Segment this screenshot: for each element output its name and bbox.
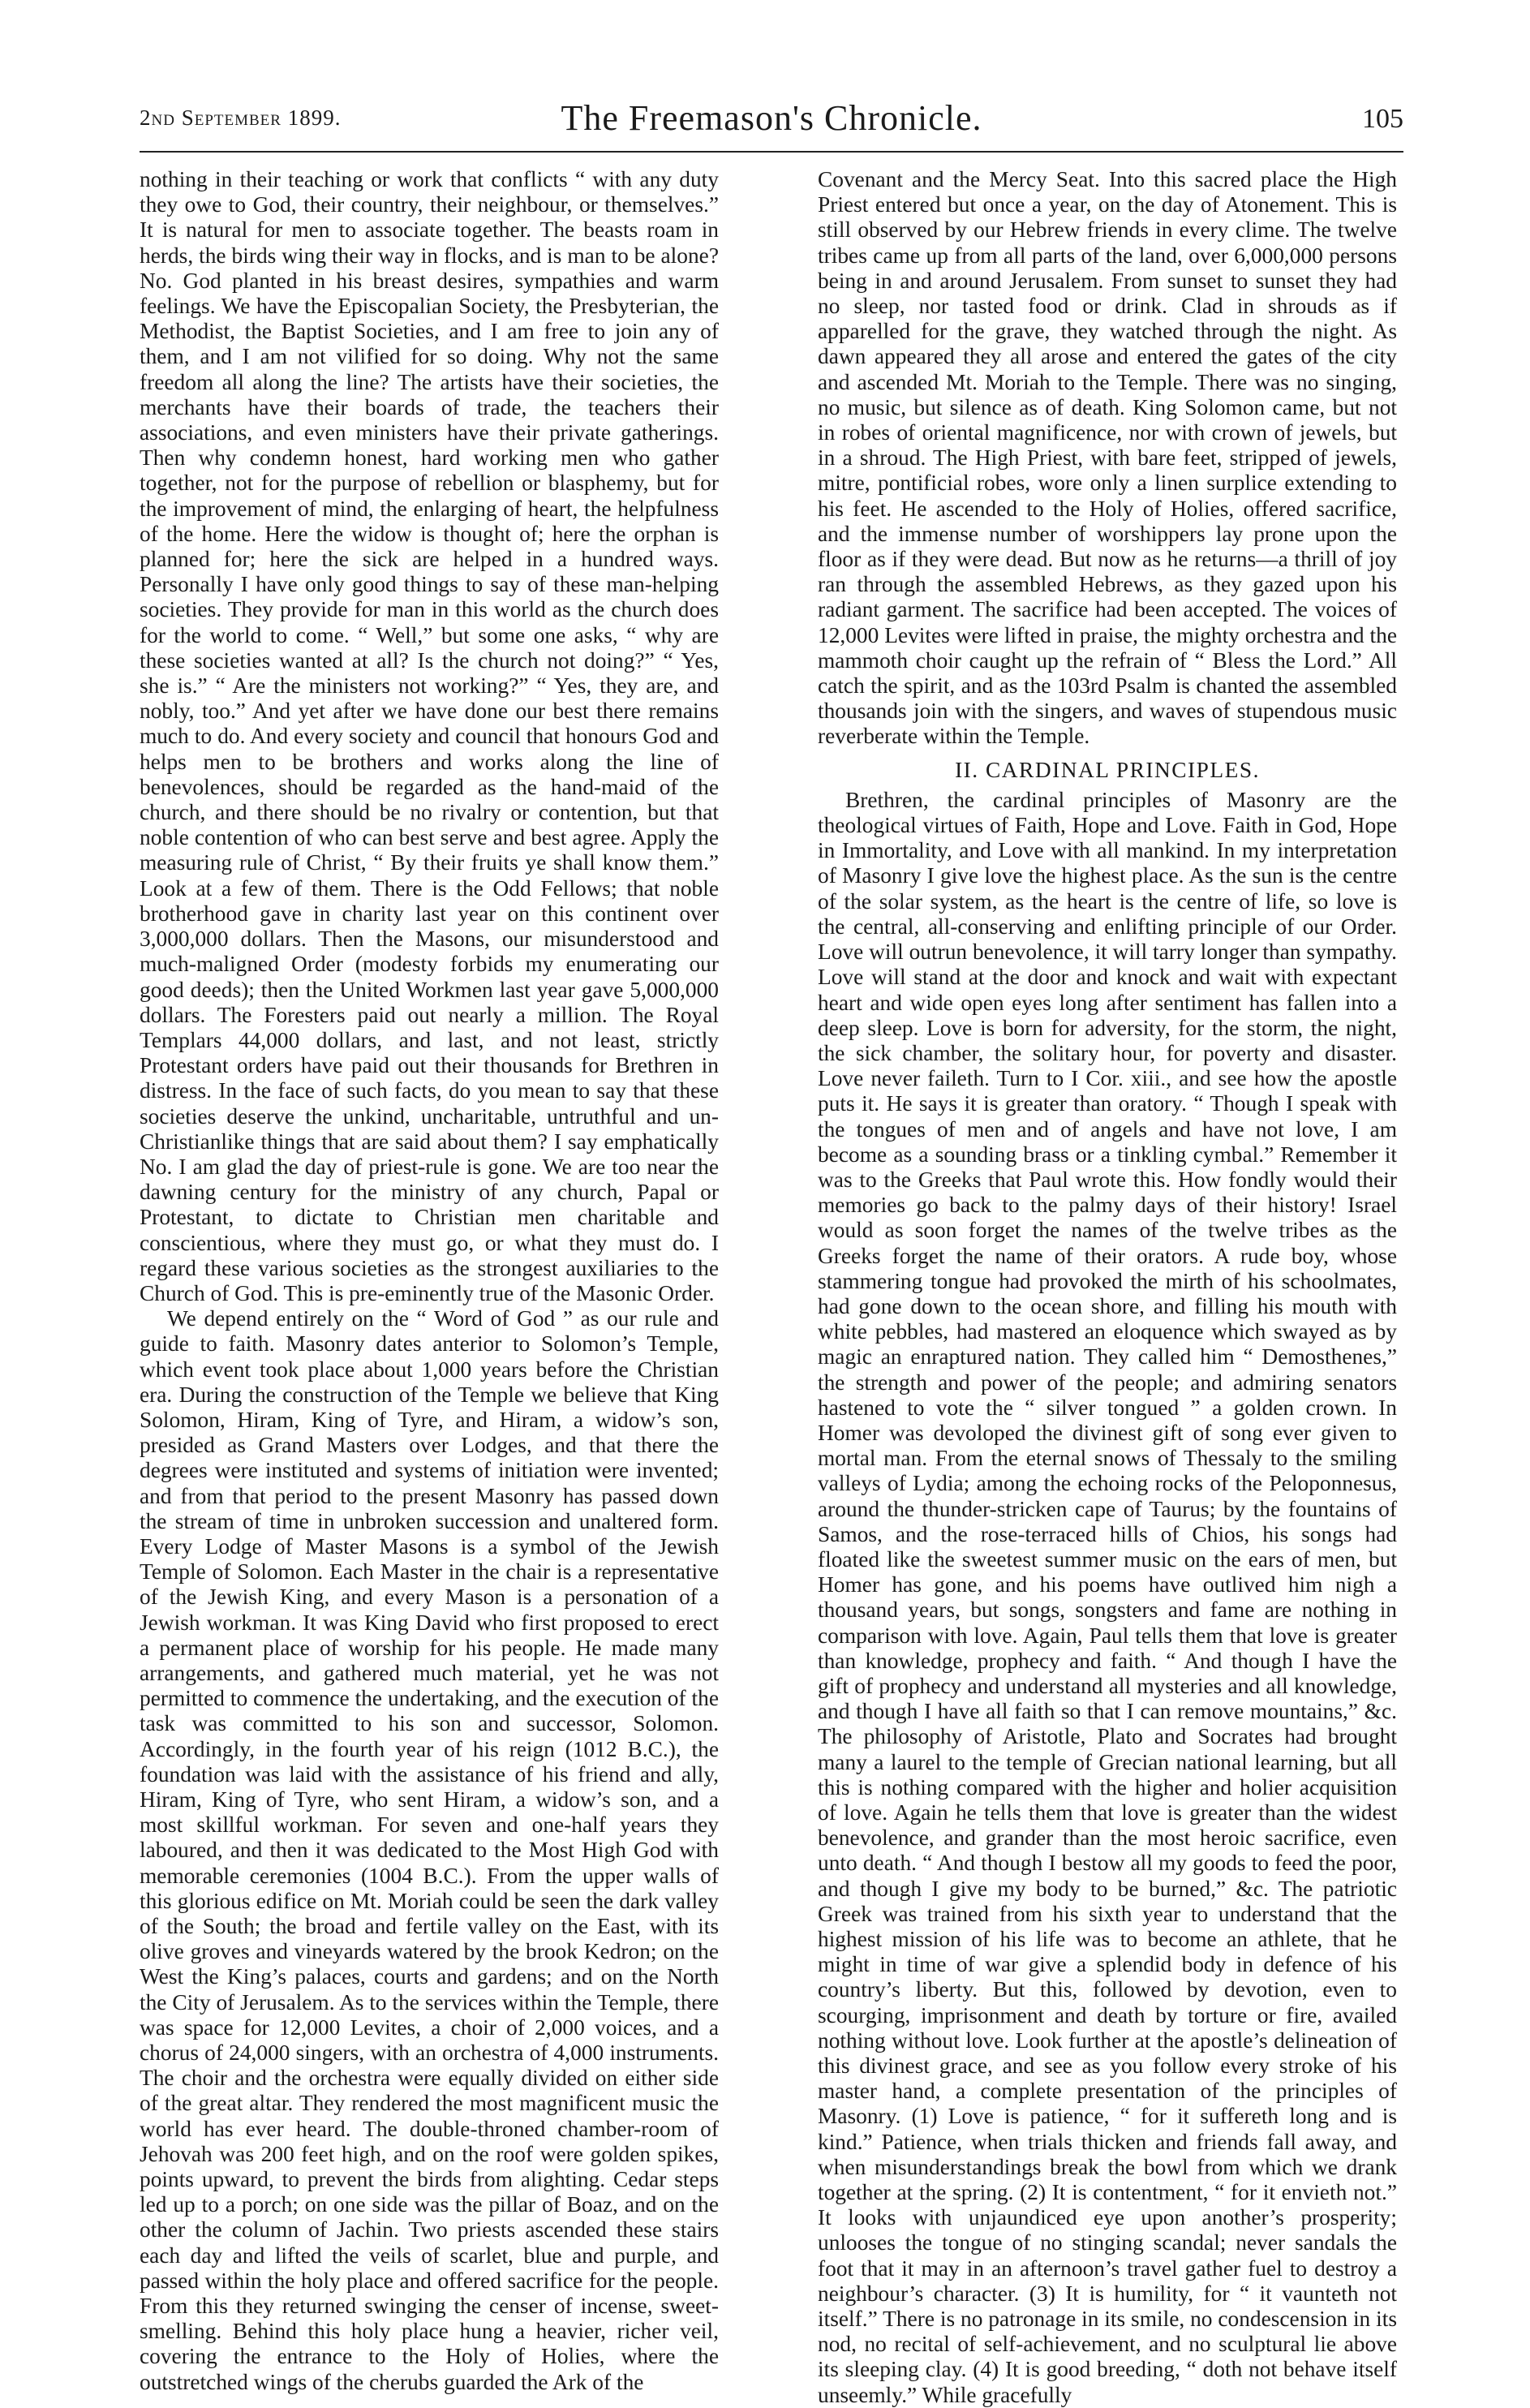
page-header	[140, 97, 1403, 144]
right-column	[818, 167, 1397, 2408]
left-paragraph-1: nothing in their teaching or work that conflicts “ with any duty they owe to God, their country, their neighbour, or themselves.” It is natural for men to associate together. The beasts roam in herds, the birds wing their way in flocks, and is man to be alone? No. God planted in his breast desires, sympathies and warm feelings. We have the Episcopalian Society, the Presbyterian, the Methodist, the Baptist Societies, and I am free to join any of them, and I am not vilified for so doing. Why not the same freedom all along the line? The artists have their societies, the merchants have their boards of trade, the teachers their associations, and even ministers have their private gatherings. Then why condemn honest, hard working men who gather together, not for the purpose of rebellion or blasphemy, but for the improvement of mind, the enlarging of heart, the helpfulness of the home. Here the widow is thought of; here the orphan is planned for; here the sick are helped in a hundred ways. Personally I have only good things to say of these man-helping societies. They provide for man in this world as the church does for the world to come. “ Well,” but some one asks, “ why are these societies wanted at all? Is the church not doing?” “ Yes, she is.” “ Are the ministers not working?” “ Yes, they are, and nobly, too.” And yet after we have done our best there remains much to do. And every society and council that honours God and helps men to be brothers and works along the line of benevolences, should be regarded as the hand-maid of the church, and there should be no rivalry or contention, but that noble contention of who can best serve and best agree. Apply the measuring rule of Christ, “ By their fruits ye shall know them.” Look at a few of them. There is the Odd Fellows; that noble brotherhood gave in charity last year on this continent over 3,000,000 dollars. Then the Masons, our misunderstood and much-maligned Order (modesty forbids my enumerating our good deeds); then the United Workmen last year gave 5,000,000 dollars. The Foresters paid out nearly a million. The Royal Templars 44,000 dollars, and last, and not least, strictly Protestant orders have paid out their thousands for Brethren in distress. In the face of such facts, do you mean to say that these societies deserve the unkind, uncharitable, untruthful and un-Christianlike things that are said about them? I say emphatically No. I am glad the day of priest-rule is gone. We are too near the dawning century for the ministry of any church, Papal or Protestant, to dictate to Christian men charitable and conscientious, where they must go, or what they must do. I regard these various societies as the strongest auxiliaries to the Church of God. This is pre-eminently true of the Masonic Order.	[140, 167, 719, 1305]
page-number: 105	[1362, 104, 1403, 134]
section-heading: II. CARDINAL PRINCIPLES.	[955, 757, 1260, 782]
right-paragraph-1: Covenant and the Mercy Seat. Into this sacred place the High Priest entered but once a year, on the day of Atonement. This is still observed by our Hebrew friends in every clime. The twelve tribes came up from all parts of the land, over 6,000,000 persons being in and around Jerusalem. From sunset to sunset they had no sleep, nor tasted food or drink. Clad in shrouds as if apparelled for the grave, they watched through the night. As dawn appeared they all arose and entered the gates of the city and ascended Mt. Moriah to the Temple. There was no singing, no music, but silence as of death. King Solomon came, but not in robes of oriental magnificence, nor with crown of jewels, but in a shroud. The High Priest, with bare feet, stripped of jewels, mitre, pontificial robes, wore only a linen surplice extending to his feet. He ascended to the Holy of Holies, offered sacrifice, and the immense number of worshippers lay prone upon the floor as if they were dead. But now as he returns—a thrill of joy ran through the assembled Hebrews, as they gazed upon his radiant garment. The sacrifice had been accepted. The voices of 12,000 Levites were lifted in praise, the mighty orchestra and the mammoth choir caught up the refrain of “ Bless the Lord.” All catch the spirit, and as the 103rd Psalm is chanted the assembled thousands join with the singers, and waves of stupendous music reverberate within the Temple.	[818, 167, 1397, 749]
masthead-title: The Freemason's Chronicle.	[561, 98, 982, 138]
right-paragraph-2: Brethren, the cardinal principles of Masonry are the theological virtues of Faith, Hope and Love. Faith in God, Hope in Immortality, and Love with all mankind. In my interpretation of Masonry I give love the highest place. As the sun is the centre of the solar system, as the heart is the centre of life, so love is the central, all-conserving and enlifting principle of our Order. Love will outrun benevolence, it will tarry longer than sympathy. Love will stand at the door and knock and wait with expectant heart and wide open eyes long after sentiment has fallen into a deep sleep. Love is born for adversity, for the storm, the night, the sick chamber, the solitary hour, for poverty and disaster. Love never faileth. Turn to I Cor. xiii., and see how the apostle puts it. He says it is greater than oratory. “ Though I speak with the tongues of men and of angels and have not love, I am become as a sounding brass or a tinkling cymbal.” Remember it was to the Greeks that Paul wrote this. How fondly would their memories go back to the palmy days of their history! Israel would as soon forget the names of the twelve tribes as the Greeks forget the name of their orators. A rude boy, whose stammering tongue had provoked the mirth of his schoolmates, had gone down to the ocean shore, and filling his mouth with white pebbles, had mastered an eloquence which swayed as by magic an enraptured nation. They called him “ Demosthenes,” the strength and power of the people; and admiring senators hastened to vote the “ silver tongued ” a golden crown. In Homer was devoloped the divinest gift of song ever given to mortal man. From the eternal snows of Thessaly to the smiling valleys of Lydia; among the echoing rocks of the Peloponnesus, around the thunder-stricken cape of Taurus; by the fountains of Samos, and the rose-terraced hills of Chios, his songs had floated like the sweetest summer music on the ears of men, but Homer has gone, and his poems have outlived him nigh a thousand years, but songs, songsters and fame are nothing in comparison with love. Again, Paul tells them that love is greater than knowledge, prophecy and faith. “ And though I have the gift of prophecy and understand all mysteries and all knowledge, and though I have all faith so that I can remove mountains,” &c. The philosophy of Aristotle, Plato and Socrates had brought many a laurel to the temple of Grecian national learning, but all this is nothing compared with the higher and holier acquisition of love. Again he tells them that love is greater than the widest benevolence, and grander than the most heroic sacrifice, even unto death. “ And though I bestow all my goods to feed the poor, and though I give my body to be burned,” &c. The patriotic Greek was trained from his sixth year to understand that the highest mission of his life was to become an athlete, that he might in time of war give a splendid body in defence of his country’s liberty. But this, followed by devotion, even to scourging, imprisonment and death by torture or fire, availed nothing without love. Look further at the apostle’s delineation of this divinest grace, and see as you follow every stroke of his master hand, a complete presentation of the principles of Masonry. (1) Love is patience, “ for it suffereth long and is kind.” Patience, when trials thicken and friends fall away, and when misunderstandings break the bowl from which we drank together at the spring. (2) It is contentment, “ for it envieth not.” It looks with unjaundiced eye upon another’s prosperity; unlooses the tongue of no stinging scandal; never sandals the foot that it may in an afternoon’s travel gather fuel to destroy a neighbour’s character. (3) It is humility, for “ it vaunteth not itself.” There is no patronage in its smile, no condescension in its nod, no recital of self-achievement, and no sculptural lie above its sleeping clay. (4) It is good breeding, “ doth not behave itself unseemly.” While gracefully	[818, 787, 1398, 2407]
left-paragraph-2: We depend entirely on the “ Word of God ” as our rule and guide to faith. Masonry dates anterior to Solomon’s Temple, which event took place about 1,000 years before the Christian era. During the construction of the Temple we believe that King Solomon, Hiram, King of Tyre, and Hiram, a widow’s son, presided as Grand Masters over Lodges, and that there the degrees were instituted and systems of initiation were invented; and from that period to the present Masonry has passed down the stream of time in unbroken succession and unaltered form. Every Lodge of Master Masons is a symbol of the Jewish Temple of Solomon. Each Master in the chair is a representative of the Jewish King, and every Mason is a personation of a Jewish workman. It was King David who first proposed to erect a permanent place of worship for his people. He made many arrangements, and gathered much material, yet he was not permitted to commence the undertaking, and the execution of the task was committed to his son and successor, Solomon. Accordingly, in the fourth year of his reign (1012 B.C.), the foundation was laid with the assistance of his friend and ally, Hiram, King of Tyre, who sent Hiram, a widow’s son, and a most skillful workman. For seven and one-half years they laboured, and then it was dedicated to the Most High God with memorable ceremonies (1004 B.C.). From the upper walls of this glorious edifice on Mt. Moriah could be seen the dark valley of the South; the broad and fertile valley on the East, with its olive groves and vineyards watered by the brook Kedron; on the West the King’s palaces, courts and gardens; and on the North the City of Jerusalem. As to the services within the Temple, there was space for 12,000 Levites, a choir of 2,000 voices, and a chorus of 24,000 singers, with an orchestra of 4,000 instruments. The choir and the orchestra were equally divided on either side of the great altar. They rendered the most magnificent music the world has ever heard. The double-throned chamber-room of Jehovah was 200 feet high, and on the roof were golden spikes, points upward, to prevent the birds from alighting. Cedar steps led up to a porch; on one side was the pillar of Boaz, and on the other the column of Jachin. Two priests ascended these stairs each day and lifted the veils of scarlet, blue and purple, and passed within the holy place and offered sacrifice for the people. From this they returned swinging the censer of incense, sweet-smelling. Behind this holy place hung a heavier, richer veil, covering the entrance to the Holy of Holies, where the outstretched wings of the cherubs guarded the Ark of the	[140, 1306, 719, 2394]
header-rule	[140, 151, 1403, 153]
left-column	[140, 167, 719, 2395]
issue-date: 2nd September 1899.	[140, 105, 342, 130]
